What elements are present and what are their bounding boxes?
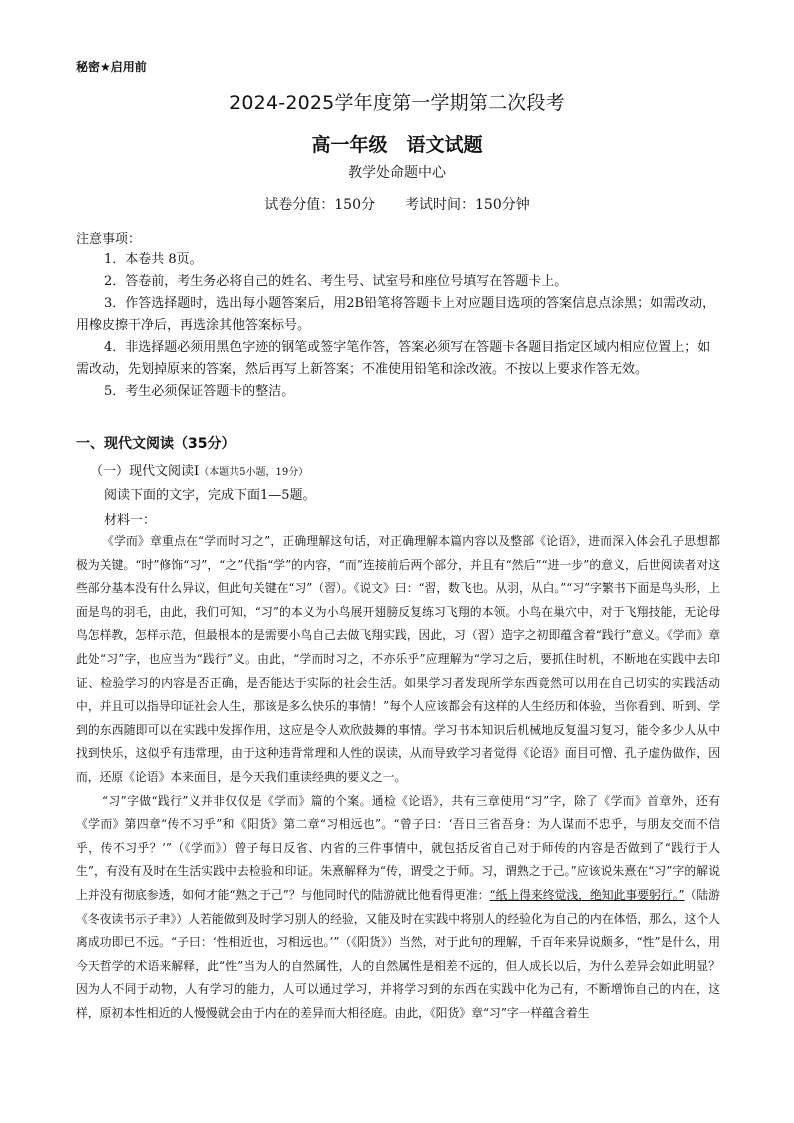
passage [76, 530, 720, 1025]
notice-list [76, 249, 720, 403]
notice-item: 1．本卷共 8页。 [104, 252, 203, 267]
passage-paragraph-2 [76, 790, 720, 1026]
passage-text: （陆游《冬夜读书示子聿》）人若能做到及时学习别人的经验，又能及时在实践中将别人的经验化为自己的内在体悟，那么，这个人离成功即已不远。“子曰：‘性相近也，习相远也。’”（《阳货》）当然，对于此句的理解，千百年来异说颇多，“性”是什么，用今天哲学的术语来解释，此“性”当为人的自然属性，人的自然属性是相差不远的，但人成长以后，为什么差异会如此明显？因为人不同于动物，人有学习的能力，人可以通过学习，并将学习到的东西在实践中化为己有，不断增饰自己的内在，这样，原初本性相近的人慢慢就会由于内在的差异而大相径庭。由此，《阳货》章“习”字一样蕴含着生 [76, 887, 720, 1020]
notice-item: 3．作答选择题时，选出每小题答案后，用2B铅笔将答题卡上对应题目选项的答案信息点涂黑；如需改动，用橡皮擦干净后，再选涂其他答案标号。 [76, 296, 716, 333]
notice-item: 2．答卷前，考生务必将自己的姓名、考生号、试室号和座位号填写在答题卡上。 [104, 274, 568, 289]
underlined-quote: “纸上得来终觉浅，绝知此事要躬行。” [489, 887, 685, 902]
section-title: 一、现代文阅读（35分） [76, 436, 236, 452]
subsection-title [90, 460, 308, 479]
subsection-label: （一）现代文阅读Ⅰ [90, 464, 200, 479]
time-label: 考试时间：150分钟 [405, 197, 530, 213]
passage-paragraph-1: 《学而》章重点在“学而时习之”，正确理解这句话，对正确理解本篇内容以及整部《论语》，进而深入体会孔子思想都极为关键。“时”修饰“习”，“之”代指“学”的内容，“而”连接前后两个部分，并且有“然后”“进一步”的意义，后世阅读者对这些部分基本没有什么异议，但此句关键在“习”（習）。《说文》曰：“習，数飞也。从羽，从白。”“习”字繁书下面是鸟头形，上面是鸟的羽毛，由此，我们可知，“习”的本义为小鸟展开翅膀反复练习飞翔的本领。小鸟在巢穴中，对于飞翔技能，无论母鸟怎样教，怎样示范，但最根本的是需要小鸟自己去做飞翔实践，因此，习（習）造字之初即蕴含着“践行”意义。《学而》章此处“习”字，也应当为“践行”义。由此，“学而时习之，不亦乐乎”应理解为“学习之后，要抓住时机，不断地在实践中去印证、检验学习的内容是否正确，是否能达于实际的社会生活。如果学习者发现所学东西竟然可以用在自己切实的实践活动中，并且可以指导印证社会人生，那该是多么快乐的事情！”每个人应该都会有这样的人生经历和体验，当你看到、听到、学到的东西随即可以在实践中发挥作用，这应是令人欢欣鼓舞的事情。学习书本知识后机械地反复温习复习，能令多少人从中找到快乐，这似乎有违常理，由于这种违背常理和人性的误读，从而导致学习者觉得《论语》面目可憎、孔子虚伪做作，因而，还原《论语》本来面目，是今天我们重读经典的要义之一。 [76, 534, 720, 784]
exam-title: 2024-2025学年度第一学期第二次段考 [229, 92, 565, 114]
notice-item: 4．非选择题必须用黑色字迹的钢笔或签字笔作答，答案必须写在答题卡各题目指定区域内相应位置上；如需改动，先划掉原来的答案，然后再写上新答案；不准使用铅笔和涂改液。不按以上要求作答无效。 [76, 340, 711, 377]
notice-item: 5．考生必须保证答题卡的整洁。 [104, 384, 295, 399]
exam-meta [0, 194, 794, 214]
reading-instruction: 阅读下面的文字，完成下面1—5题。 [104, 488, 316, 503]
secret-mark: 秘密★启用前 [76, 60, 147, 74]
notice-heading: 注意事项： [76, 232, 142, 247]
issuer: 教学处命题中心 [348, 165, 446, 181]
subsection-note: （本题共5小题，19分） [199, 467, 309, 478]
passage-text: “习”字做“践行”义并非仅仅是《学而》篇的个案。通检《论语》，共有三章使用“习”字，除了《学而》首章外，还有《学而》第四章“传不习乎”和《阳货》第二章“习相远也”。“曾子曰：‘吾日三省吾身：为人谋而不忠乎，与朋友交而不信乎，传不习乎？’”（《学而》）曾子每日反省、内省的三件事情中，就包括反省自己对于师传的内容是否做到了“践行于人生”，有没有及时在生活实践中去检验和印证。朱熹解释为“传，谓受之于师。习，谓熟之于己。”应该说朱熹在“习”字的解说上并没有彻底参透，如何才能“熟之于己”？与他同时代的陆游就比他看得更准： [76, 793, 720, 902]
subject-title: 高一年级 语文试题 [311, 134, 483, 156]
score-label: 试卷分值：150分 [264, 197, 375, 213]
material-label: 材料一： [104, 513, 157, 528]
